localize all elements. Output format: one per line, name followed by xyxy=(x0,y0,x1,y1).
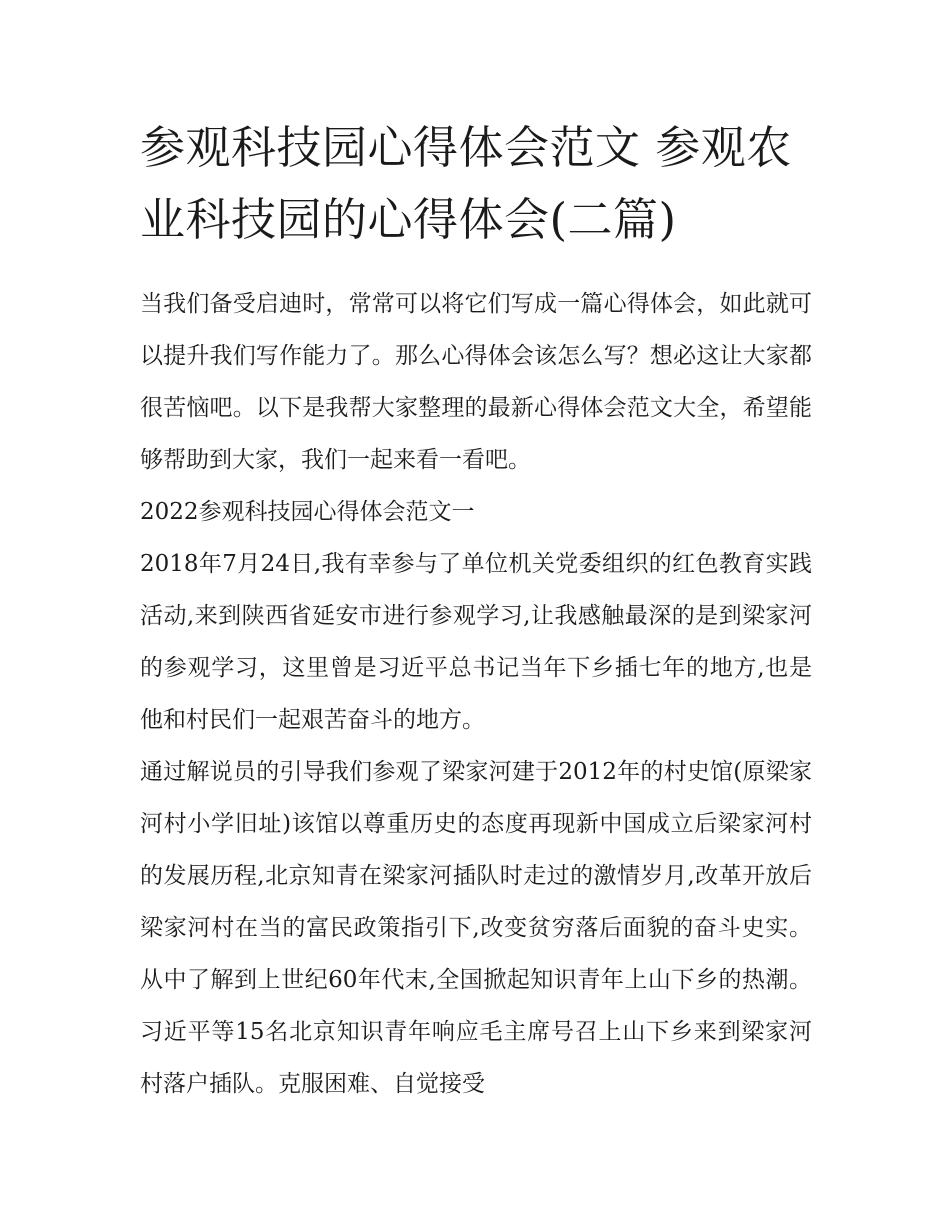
body-paragraph-1: 2018年7月24日,我有幸参与了单位机关党委组织的红色教育实践活动,来到陕西省延安市进行参观学习,让我感触最深的是到梁家河的参观学习，这里曾是习近平总书记当年下乡插七年的地方,也是他和村民们一起艰苦奋斗的地方。 xyxy=(140,551,812,733)
document-body xyxy=(140,112,812,1110)
document-title: 参观科技园心得体会范文 参观农业科技园的心得体会(二篇) xyxy=(140,121,792,246)
body-paragraph-2: 通过解说员的引导我们参观了梁家河建于2012年的村史馆(原梁家河村小学旧址)该馆以尊重历史的态度再现新中国成立后梁家河村的发展历程,北京知青在梁家河插队时走过的激情岁月,改革开放后梁家河村在当的富民政策指引下,改变贫穷落后面貌的奋斗史实。从中了解到上世纪60年代末,全国掀起知识青年上山下乡的热潮。习近平等15名北京知识青年响应毛主席号召上山下乡来到梁家河村落户插队。克服困难、自觉接受 xyxy=(140,759,812,1097)
intro-paragraph: 当我们备受启迪时，常常可以将它们写成一篇心得体会，如此就可以提升我们写作能力了。那么心得体会该怎么写？想必这让大家都很苦恼吧。以下是我帮大家整理的最新心得体会范文大全，希望能够帮助到大家，我们一起来看一看吧。 xyxy=(140,291,812,473)
section-heading: 2022参观科技园心得体会范文一 xyxy=(140,499,475,525)
